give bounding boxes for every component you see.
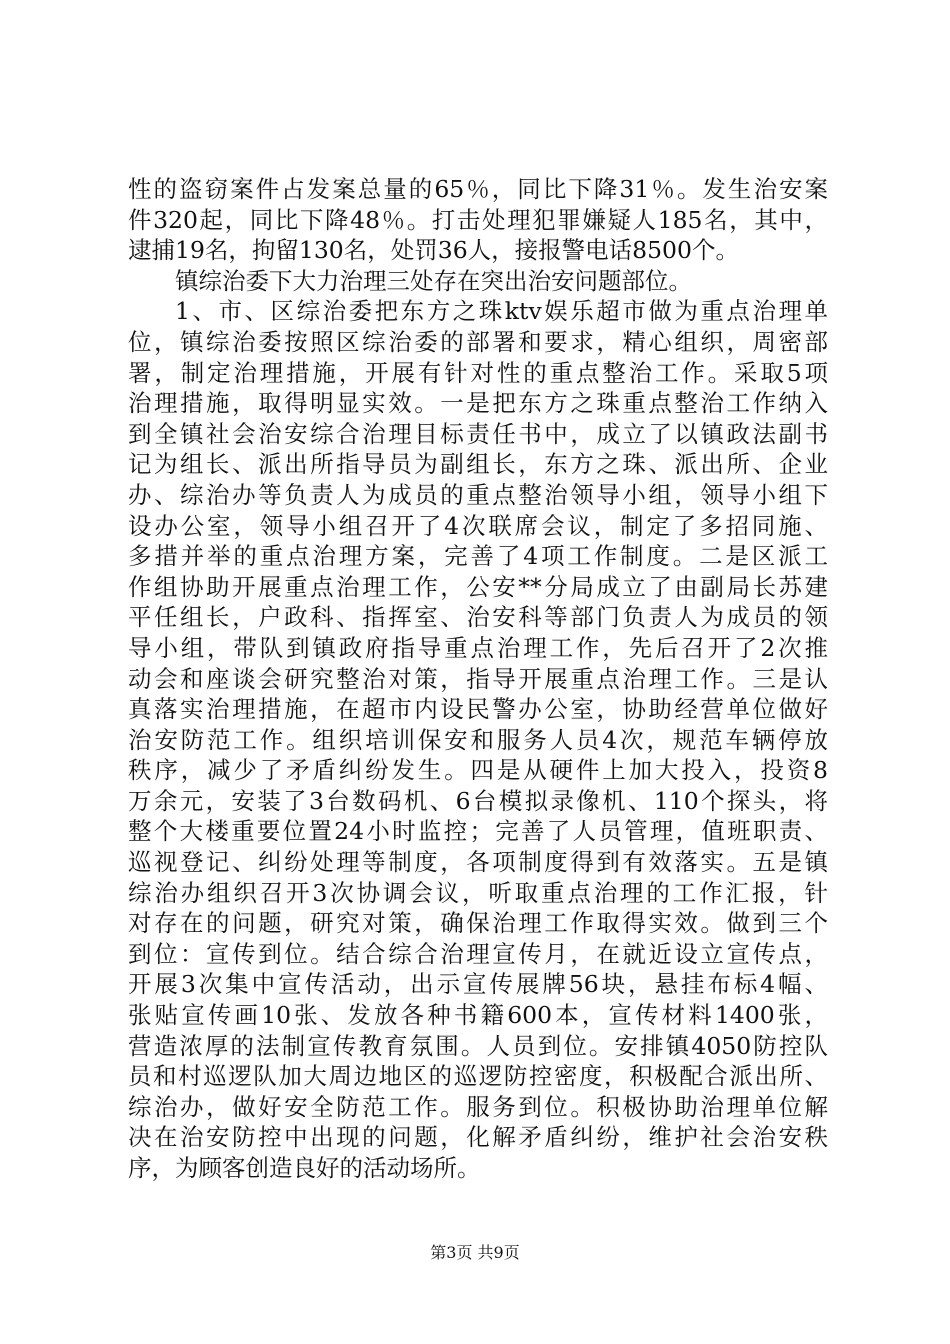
text-line: 位，镇综治委按照区综治委的部署和要求，精心组织，周密部	[128, 327, 828, 356]
text-line: 张贴宣传画10张、发放各种书籍600本，宣传材料1400张，	[128, 1001, 828, 1030]
document-body	[128, 174, 828, 1184]
text-line: 件320起，同比下降48％。打击处理犯罪嫌疑人185名，其中，	[128, 205, 828, 234]
text-line: 动会和座谈会研究整治对策，指导开展重点治理工作。三是认	[128, 664, 828, 693]
text-line: 性的盗窃案件占发案总量的65％，同比下降31％。发生治安案	[128, 175, 828, 203]
text-line: 到全镇社会治安综合治理目标责任书中，成立了以镇政法副书	[128, 419, 828, 448]
text-line: 治理措施，取得明显实效。一是把东方之珠重点整治工作纳入	[128, 389, 828, 418]
paragraph-start-line: 1、市、区综治委把东方之珠ktv娱乐超市做为重点治理单	[175, 297, 828, 326]
text-line: 署，制定治理措施，开展有针对性的重点整治工作。采取5项	[128, 358, 828, 387]
text-line: 真落实治理措施，在超市内设民警办公室，协助经营单位做好	[128, 695, 828, 724]
text-line: 设办公室，领导小组召开了4次联席会议，制定了多招同施、	[128, 511, 828, 540]
text-line: 巡视登记、纠纷处理等制度，各项制度得到有效落实。五是镇	[128, 848, 828, 877]
text-line: 决在治安防控中出现的问题，化解矛盾纠纷，维护社会治安秩	[128, 1123, 828, 1152]
text-line: 逮捕19名，拘留130名，处罚36人，接报警电话8500个。	[128, 236, 739, 265]
text-line: 治安防范工作。组织培训保安和服务人员4次，规范车辆停放	[128, 725, 828, 754]
text-line: 平任组长，户政科、指挥室、治安科等部门负责人为成员的领	[128, 603, 828, 632]
page-number-footer: 第3页 共9页	[430, 1243, 520, 1262]
text-line: 整个大楼重要位置24小时监控；完善了人员管理，值班职责、	[128, 817, 828, 846]
text-line: 序，为顾客创造良好的活动场所。	[128, 1154, 481, 1182]
text-line: 综治办，做好安全防范工作。服务到位。积极协助治理单位解	[128, 1092, 828, 1121]
text-line: 导小组，带队到镇政府指导重点治理工作，先后召开了2次推	[128, 633, 828, 662]
text-line: 开展3次集中宣传活动，出示宣传展牌56块，悬挂布标4幅、	[128, 970, 828, 999]
text-line: 对存在的问题，研究对策，确保治理工作取得实效。做到三个	[128, 909, 828, 938]
text-line: 作组协助开展重点治理工作，公安**分局成立了由副局长苏建	[128, 572, 828, 601]
paragraph-start-line: 镇综治委下大力治理三处存在突出治安问题部位。	[175, 266, 692, 295]
text-line: 综治办组织召开3次协调会议，听取重点治理的工作汇报，针	[128, 878, 828, 907]
text-line: 万余元，安装了3台数码机、6台模拟录像机、110个探头，将	[128, 786, 828, 815]
text-line: 秩序，减少了矛盾纠纷发生。四是从硬件上加大投入，投资8	[128, 756, 828, 785]
text-line: 员和村巡逻队加大周边地区的巡逻防控密度，积极配合派出所、	[128, 1062, 828, 1091]
text-line: 到位：宣传到位。结合综合治理宣传月，在就近设立宣传点，	[128, 939, 828, 968]
text-line: 记为组长、派出所指导员为副组长，东方之珠、派出所、企业	[128, 450, 828, 479]
text-line: 营造浓厚的法制宣传教育氛围。人员到位。安排镇4050防控队	[128, 1031, 828, 1060]
text-line: 多措并举的重点治理方案，完善了4项工作制度。二是区派工	[128, 542, 828, 571]
text-line: 办、综治办等负责人为成员的重点整治领导小组，领导小组下	[128, 480, 828, 509]
